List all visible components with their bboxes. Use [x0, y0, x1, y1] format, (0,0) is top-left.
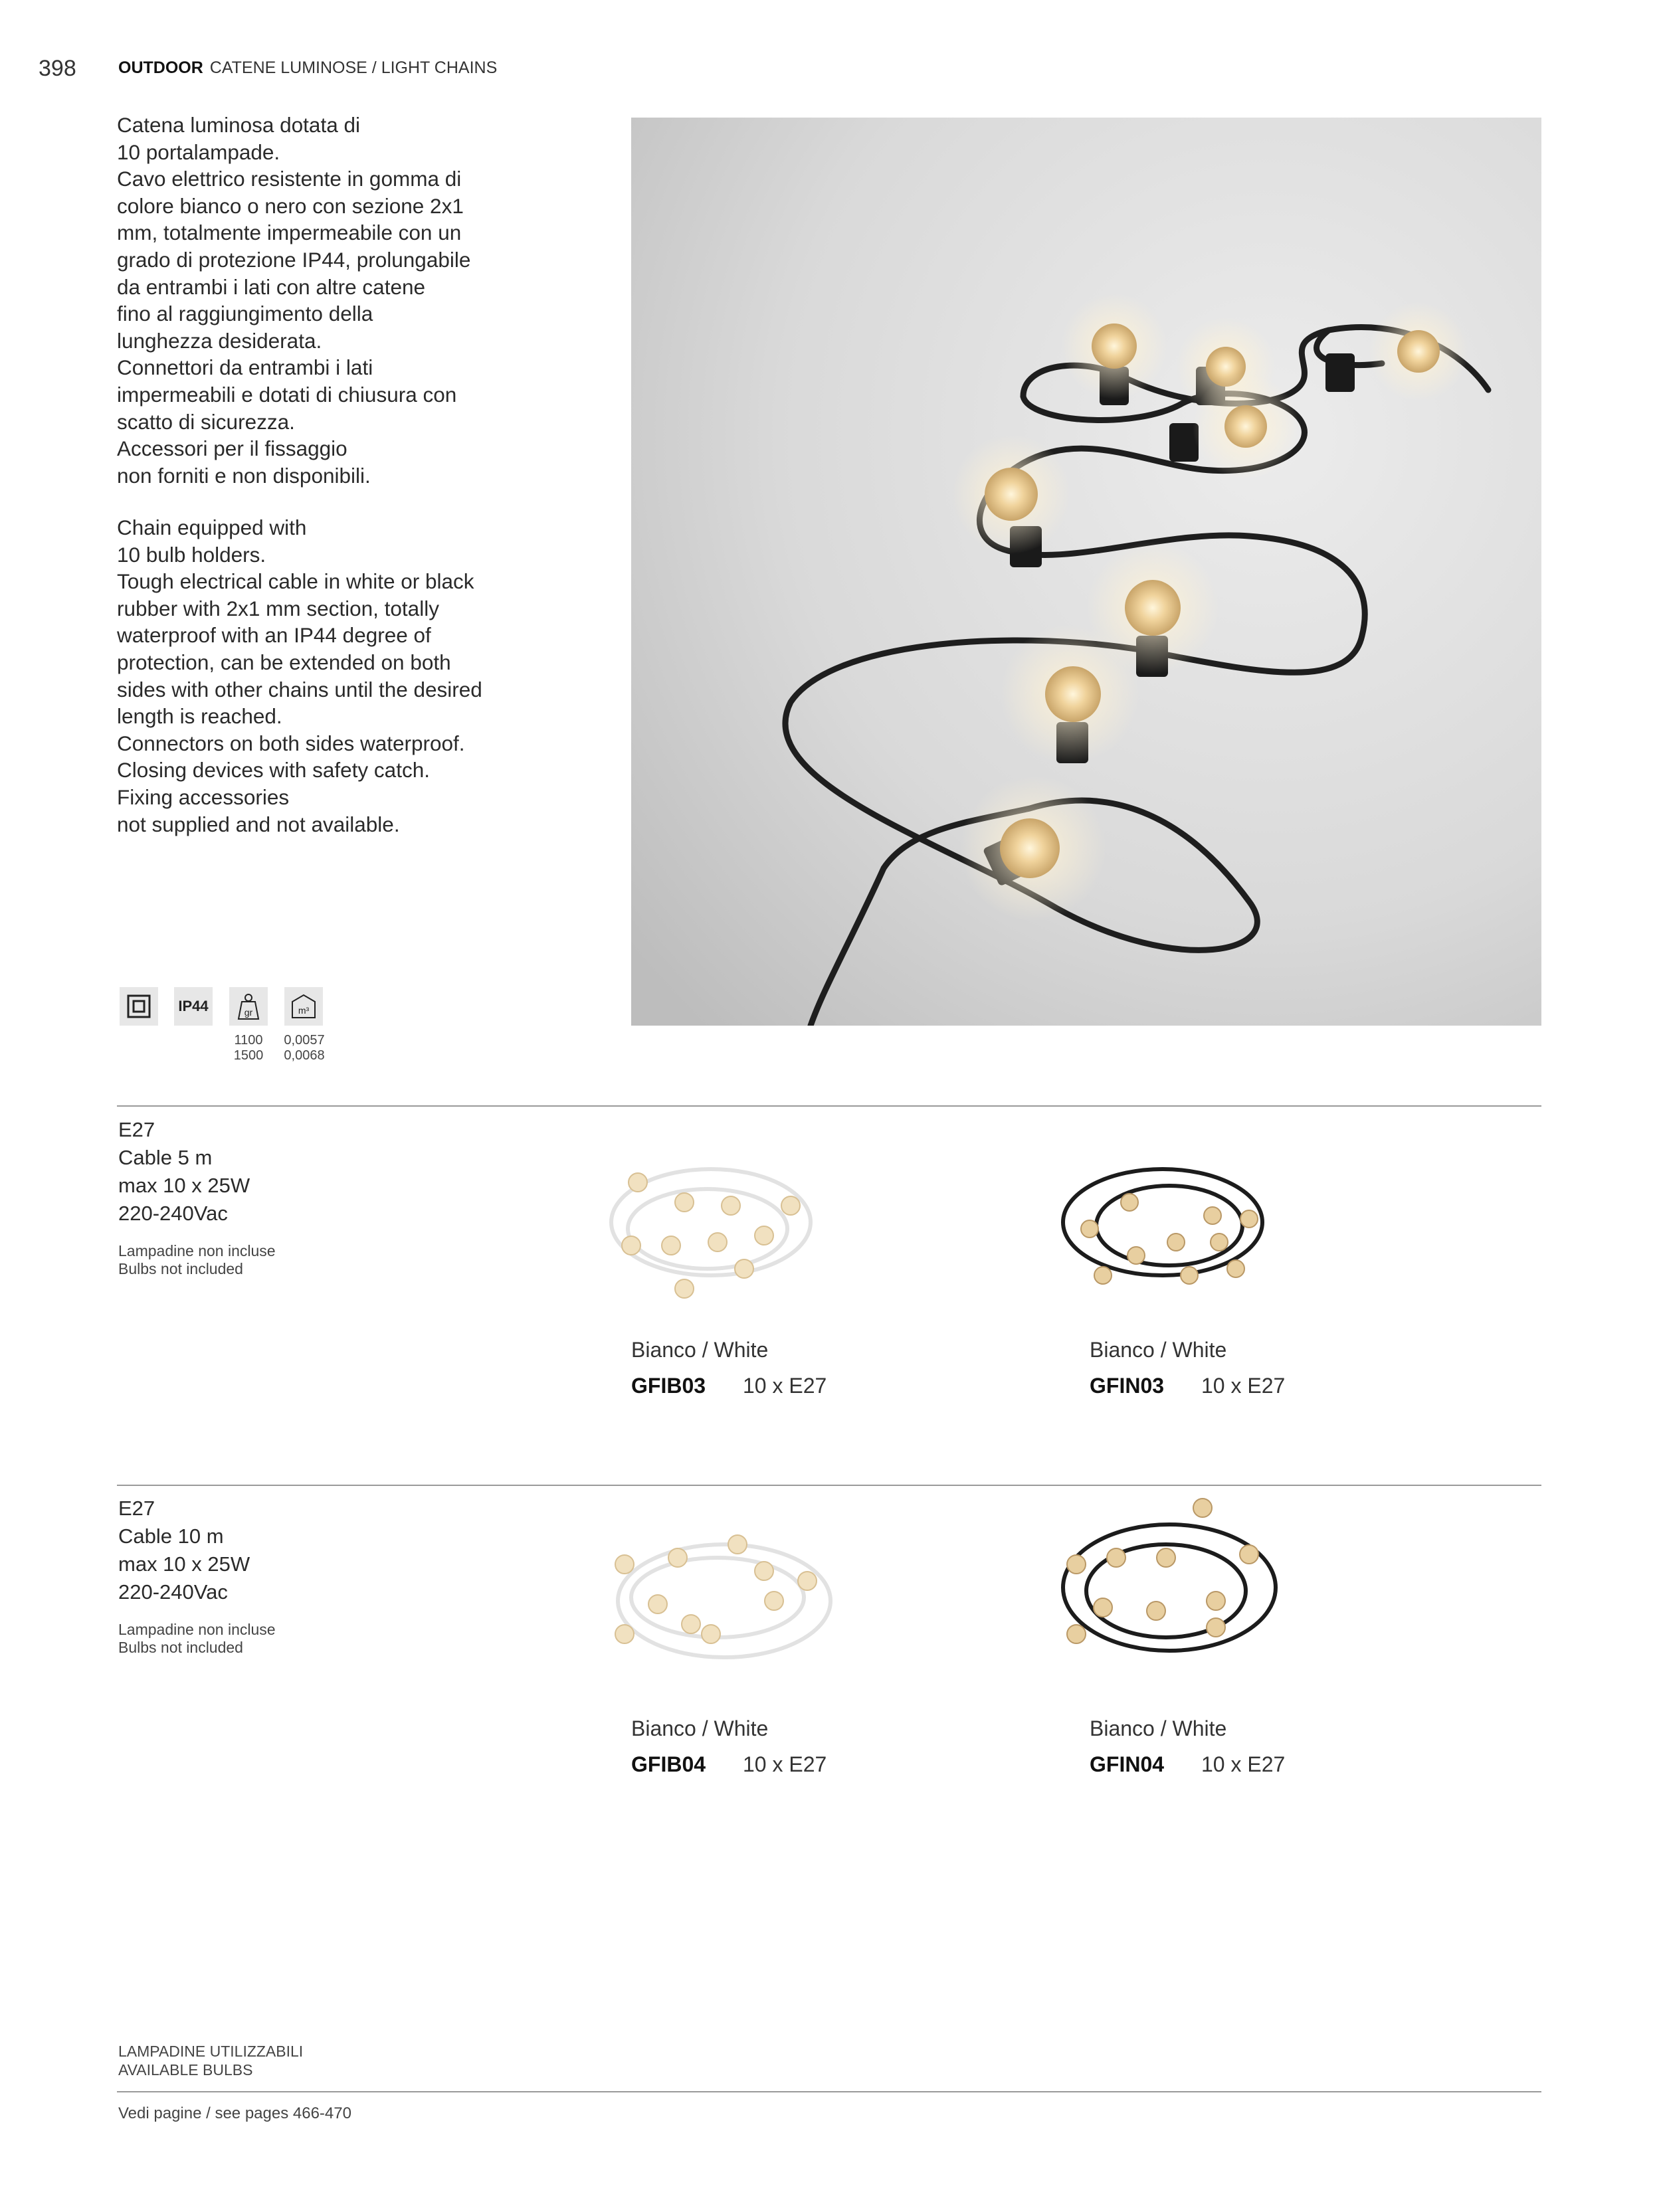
variant-color-label: Bianco / White — [631, 1716, 769, 1740]
variant-code-row — [631, 1374, 827, 1398]
desc-en-line: Chain equipped with — [117, 515, 307, 539]
weight-unit-label: gr — [244, 1007, 253, 1018]
pages-reference: Vedi pagine / see pages 466-470 — [118, 2104, 351, 2122]
variant-color-label: Bianco / White — [1090, 1338, 1227, 1362]
product-specs-10m — [118, 1495, 250, 1606]
section-title: OUTDOOR — [118, 58, 203, 77]
volume-icon — [284, 987, 323, 1026]
spec-socket: E27 — [118, 1497, 155, 1520]
ip44-badge: IP44 — [174, 987, 213, 1026]
weight-value: 1500 — [233, 1048, 264, 1063]
product-image-gfin04 — [1050, 1495, 1289, 1667]
spec-cable: Cable 5 m — [118, 1146, 213, 1169]
spec-socket: E27 — [118, 1118, 155, 1141]
product-image-gfin03 — [1050, 1143, 1289, 1315]
product-code: GFIN03 — [1090, 1374, 1165, 1398]
desc-en-line: length is reached. — [117, 704, 282, 729]
product-specs-5m — [118, 1116, 250, 1228]
page-header — [118, 58, 497, 78]
description-italian — [117, 112, 516, 489]
desc-en-line: protection, can be extended on both — [117, 650, 451, 674]
volume-values — [279, 1033, 330, 1063]
product-code: GFIB03 — [631, 1374, 706, 1398]
desc-it-line: Accessori per il fissaggio — [117, 436, 347, 461]
product-spec: 10 x E27 — [743, 1374, 827, 1398]
product-code: GFIB04 — [631, 1752, 706, 1776]
spec-power: max 10 x 25W — [118, 1552, 250, 1576]
available-bulbs-english: AVAILABLE BULBS — [118, 2061, 253, 2078]
desc-it-line: colore bianco o nero con sezione 2x1 — [117, 193, 464, 218]
variant-code-row — [631, 1752, 827, 1777]
desc-it-line: fino al raggiungimento della — [117, 302, 373, 326]
desc-en-line: Connectors on both sides waterproof. — [117, 731, 465, 755]
desc-it-line: non forniti e non disponibili. — [117, 463, 371, 488]
desc-it-line: 10 portalampade. — [117, 139, 280, 164]
note-english: Bulbs not included — [118, 1639, 243, 1656]
volume-unit-label: m³ — [298, 1005, 310, 1016]
page-number: 398 — [39, 56, 76, 81]
desc-it-line: grado di protezione IP44, prolungabile — [117, 247, 471, 272]
variant-color-label: Bianco / White — [631, 1338, 769, 1362]
desc-it-line: impermeabili e dotati di chiusura con — [117, 382, 457, 407]
category-title: CATENE LUMINOSE / LIGHT CHAINS — [209, 58, 498, 77]
double-insulation-icon — [120, 987, 158, 1026]
note-italian: Lampadine non incluse — [118, 1242, 276, 1259]
product-spec: 10 x E27 — [1201, 1752, 1286, 1776]
bulbs-note-5m — [118, 1242, 276, 1278]
desc-en-line: waterproof with an IP44 degree of — [117, 623, 431, 648]
available-bulbs-label — [118, 2042, 303, 2079]
available-bulbs-italian: LAMPADINE UTILIZZABILI — [118, 2043, 304, 2060]
desc-it-line: Catena luminosa dotata di — [117, 113, 360, 137]
variant-code-row — [1090, 1374, 1285, 1398]
product-spec: 10 x E27 — [1201, 1374, 1286, 1398]
product-image-gfib04 — [605, 1518, 844, 1691]
note-english: Bulbs not included — [118, 1260, 243, 1277]
product-spec: 10 x E27 — [743, 1752, 827, 1776]
volume-value: 0,0057 — [284, 1033, 325, 1048]
product-image-gfib03 — [591, 1143, 830, 1315]
spec-cable: Cable 10 m — [118, 1524, 224, 1548]
variant-color-label: Bianco / White — [1090, 1716, 1227, 1740]
desc-en-line: rubber with 2x1 mm section, totally — [117, 596, 439, 620]
desc-en-line: Tough electrical cable in white or black — [117, 569, 474, 594]
section-divider — [117, 1485, 1541, 1486]
footer-divider — [117, 2091, 1541, 2092]
weight-icon — [229, 987, 268, 1026]
bulbs-note-10m — [118, 1621, 276, 1657]
note-italian: Lampadine non incluse — [118, 1621, 276, 1638]
product-code: GFIN04 — [1090, 1752, 1165, 1776]
volume-value: 0,0068 — [284, 1048, 325, 1063]
desc-it-line: scatto di sicurezza. — [117, 409, 295, 434]
desc-en-line: Closing devices with safety catch. — [117, 758, 430, 783]
desc-it-line: Connettori da entrambi i lati — [117, 355, 373, 380]
hero-photo — [631, 118, 1541, 1026]
weight-value: 1100 — [234, 1033, 263, 1048]
desc-it-line: da entrambi i lati con altre catene — [117, 274, 426, 299]
variant-code-row — [1090, 1752, 1285, 1777]
section-divider — [117, 1105, 1541, 1107]
weight-values — [226, 1033, 271, 1063]
desc-en-line: not supplied and not available. — [117, 812, 400, 836]
spec-voltage: 220-240Vac — [118, 1580, 228, 1604]
desc-en-line: Fixing accessories — [117, 784, 290, 809]
description-english — [117, 514, 516, 838]
spec-power: max 10 x 25W — [118, 1174, 250, 1197]
desc-en-line: sides with other chains until the desired — [117, 677, 482, 701]
desc-it-line: lunghezza desiderata. — [117, 328, 322, 353]
desc-en-line: 10 bulb holders. — [117, 542, 266, 567]
spec-voltage: 220-240Vac — [118, 1202, 228, 1225]
desc-it-line: Cavo elettrico resistente in gomma di — [117, 167, 462, 191]
desc-it-line: mm, totalmente impermeabile con un — [117, 221, 462, 245]
